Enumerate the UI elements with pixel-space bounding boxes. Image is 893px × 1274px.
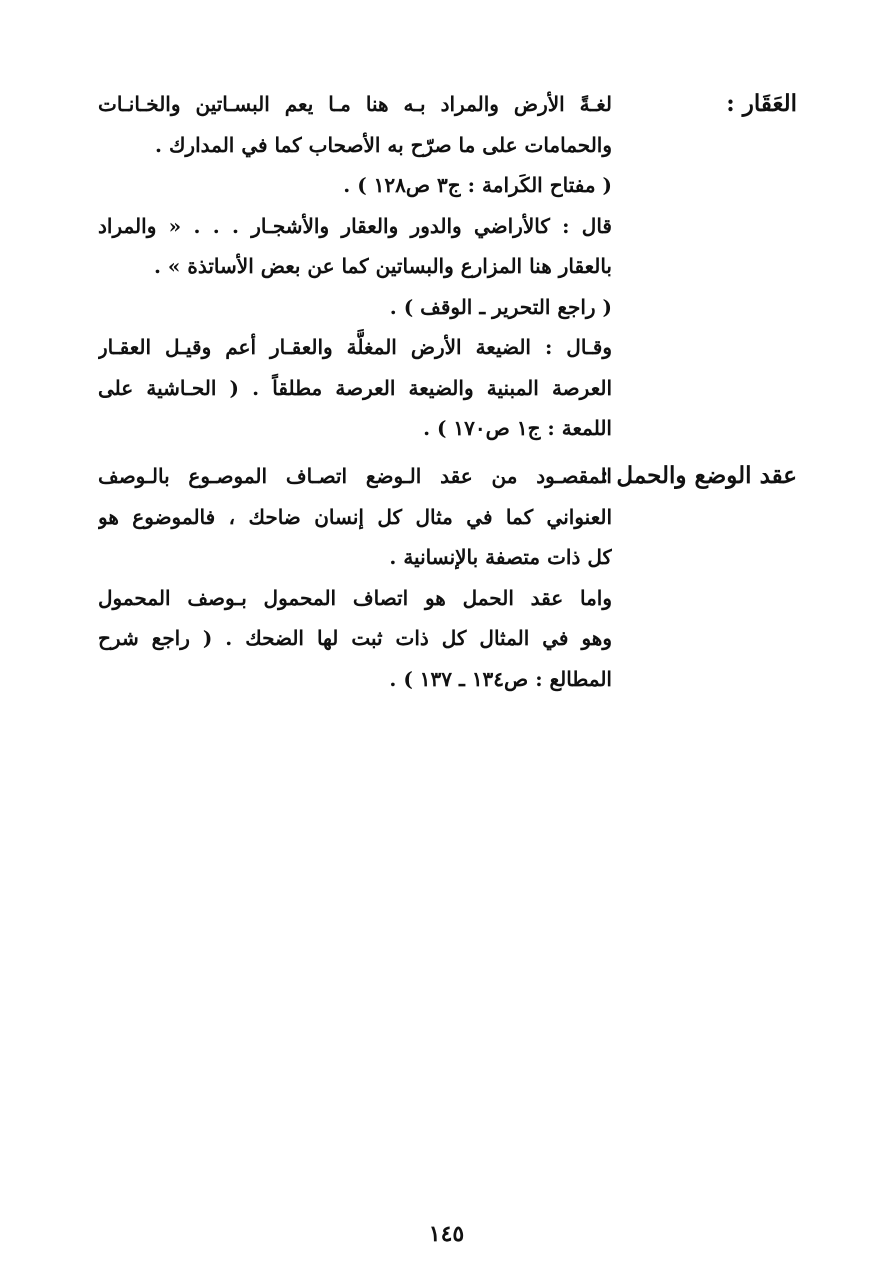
definition-line: والحمامات على ما صرّح به الأصحاب كما في المدارك . (155, 132, 612, 157)
definition-line: العرصة المبنية والضيعة العرصة مطلقاً . ( الحـاشية على (98, 375, 612, 400)
definition-line: ( مفتاح الكَرامة : ج٣ ص١٢٨ ) . (343, 173, 612, 197)
definition-line: اللمعة : ج١ ص١٧٠ ) . (423, 416, 612, 440)
entry-term: عقد الوضع والحمل : (599, 462, 797, 489)
entry-definition (98, 456, 612, 699)
entry-term: العَقَار : (726, 90, 797, 117)
definition-line: وقـال : الضيعة الأرض المغلَّة والعقـار أعم وقيـل العقـار (98, 335, 612, 359)
definition-line: وهو في المثال كل ذات ثبت لها الضحك . ( راجع شرح (98, 626, 612, 650)
definition-line: المطالع : ص١٣٤ ـ ١٣٧ ) . (389, 666, 612, 691)
definition-line: قال : كالأراضي والدور والعقار والأشجـار . . . « والمراد (98, 213, 612, 238)
definition-line: واما عقد الحمل هو اتصاف المحمول بـوصف المحمول (98, 585, 612, 610)
page-number: ١٤٥ (428, 1221, 465, 1247)
definition-line: لغـةً الأرض والمراد بـه هنا مـا يعم البسـاتين والخـانـات (98, 92, 612, 116)
definition-line: بالعقار هنا المزارع والبساتين كما عن بعض الأساتذة » . (154, 254, 612, 278)
definition-line: العنواني كما في مثال كل إنسان ضاحك ، فالموضوع هو (98, 504, 612, 529)
entry-definition (98, 84, 612, 449)
definition-line: المقصـود من عقد الـوضع اتصـاف الموصـوع بالـوصف (98, 464, 612, 488)
definition-line: ( راجع التحرير ـ الوقف ) . (389, 294, 612, 319)
definition-line: كل ذات متصفة بالإنسانية . (389, 545, 612, 569)
